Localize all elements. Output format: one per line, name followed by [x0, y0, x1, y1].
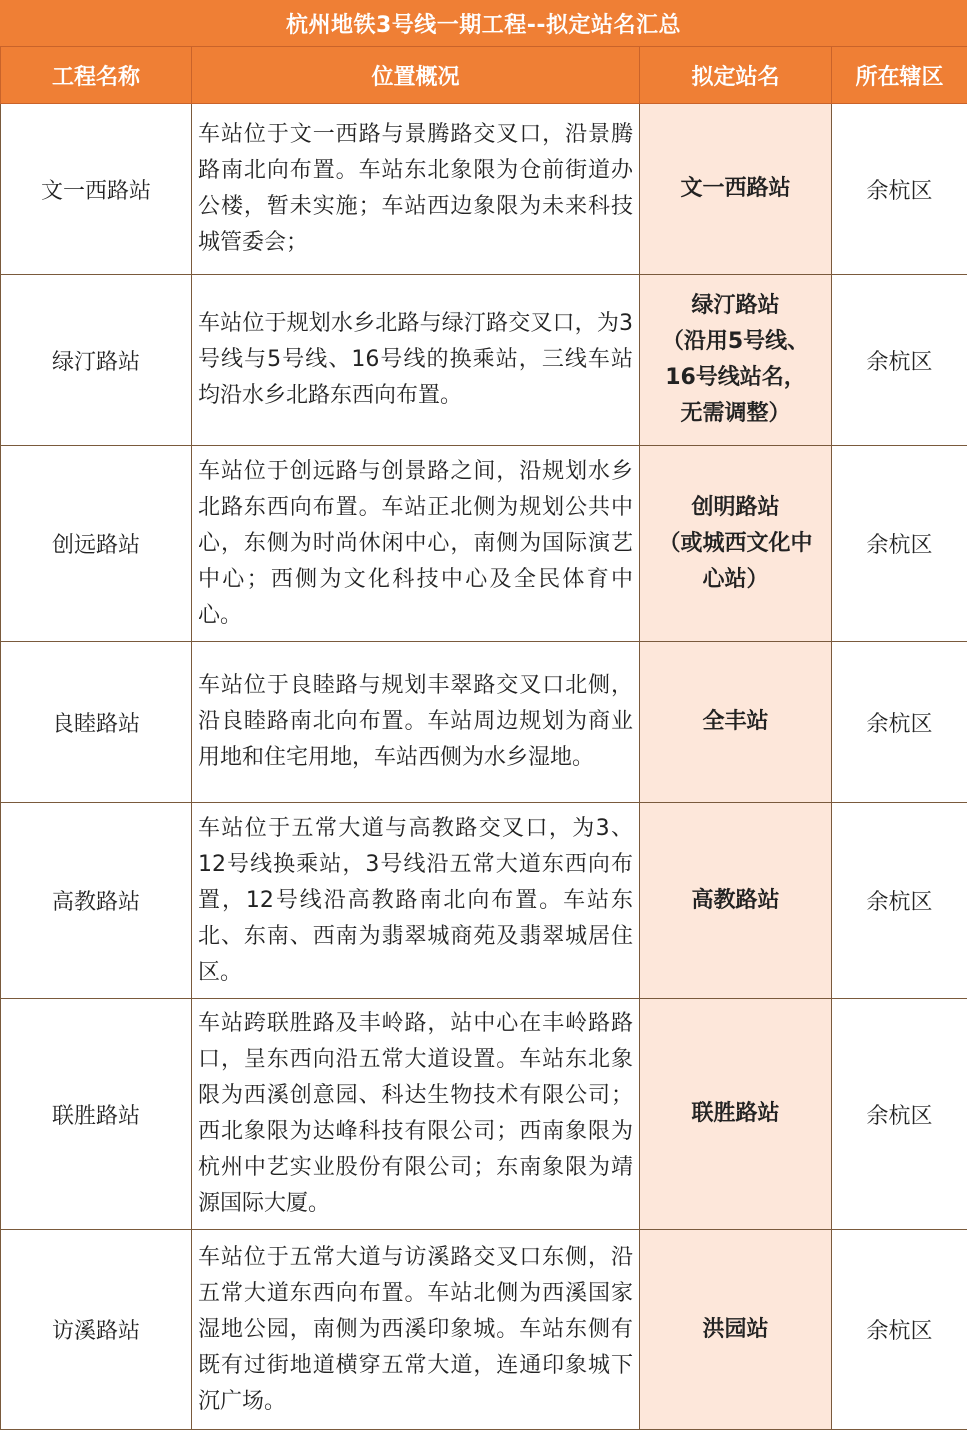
location-cell: 车站位于良睦路与规划丰翠路交叉口北侧，沿良睦路南北向布置。车站周边规划为商业用地和住宅用地，车站西侧为水乡湿地。 [192, 642, 640, 803]
project-name-cell: 访溪路站 [1, 1230, 192, 1430]
proposed-name-note: 16号线站名， [652, 360, 819, 396]
location-cell: 车站位于五常大道与高教路交叉口，为3、12号线换乘站，3号线沿五常大道东西向布置，12号线沿高教路南北向布置。车站东北、东南、西南为翡翠城商苑及翡翠城居住区。 [192, 803, 640, 999]
proposed-name-cell [640, 275, 832, 446]
proposed-name-note: 无需调整） [652, 396, 819, 432]
proposed-name-line: 文一西路站 [652, 171, 819, 207]
project-name-cell: 高教路站 [1, 803, 192, 999]
header-project-name: 工程名称 [1, 47, 192, 104]
table-row [1, 104, 967, 275]
location-cell: 车站位于文一西路与景腾路交叉口，沿景腾路南北向布置。车站东北象限为仓前街道办公楼，暂未实施；车站西边象限为未来科技城管委会； [192, 104, 640, 275]
header-row [1, 47, 967, 104]
project-name-cell: 创远路站 [1, 446, 192, 642]
project-name-cell: 良睦路站 [1, 642, 192, 803]
proposed-name-note: （或城西文化中 [652, 526, 819, 562]
proposed-name-cell [640, 642, 832, 803]
project-name-cell: 文一西路站 [1, 104, 192, 275]
proposed-name-cell [640, 446, 832, 642]
project-name-cell: 绿汀路站 [1, 275, 192, 446]
header-location: 位置概况 [192, 47, 640, 104]
header-district: 所在辖区 [832, 47, 967, 104]
proposed-name-line: 全丰站 [652, 704, 819, 740]
district-cell: 余杭区 [832, 642, 967, 803]
location-cell: 车站跨联胜路及丰岭路，站中心在丰岭路路口，呈东西向沿五常大道设置。车站东北象限为西溪创意园、科达生物技术有限公司；西北象限为达峰科技有限公司；西南象限为杭州中艺实业股份有限公司；东南象限为靖源国际大厦。 [192, 999, 640, 1230]
proposed-name-cell [640, 1230, 832, 1430]
location-cell: 车站位于创远路与创景路之间，沿规划水乡北路东西向布置。车站正北侧为规划公共中心，东侧为时尚休闲中心，南侧为国际演艺中心；西侧为文化科技中心及全民体育中心。 [192, 446, 640, 642]
proposed-name-line: 绿汀路站 [652, 288, 819, 324]
table-row [1, 999, 967, 1230]
station-table [0, 46, 967, 1430]
table-row [1, 642, 967, 803]
proposed-name-line: 联胜路站 [652, 1096, 819, 1132]
district-cell: 余杭区 [832, 803, 967, 999]
table-row [1, 1230, 967, 1430]
proposed-name-note: （沿用5号线、 [652, 324, 819, 360]
proposed-name-line: 创明路站 [652, 490, 819, 526]
proposed-name-line: 洪园站 [652, 1312, 819, 1348]
header-proposed-name: 拟定站名 [640, 47, 832, 104]
project-name-cell: 联胜路站 [1, 999, 192, 1230]
table-row [1, 275, 967, 446]
location-cell: 车站位于规划水乡北路与绿汀路交叉口，为3号线与5号线、16号线的换乘站，三线车站均沿水乡北路东西向布置。 [192, 275, 640, 446]
proposed-name-line: 高教路站 [652, 883, 819, 919]
location-cell: 车站位于五常大道与访溪路交叉口东侧，沿五常大道东西向布置。车站北侧为西溪国家湿地公园，南侧为西溪印象城。车站东侧有既有过街地道横穿五常大道，连通印象城下沉广场。 [192, 1230, 640, 1430]
proposed-name-note: 心站） [652, 562, 819, 598]
district-cell: 余杭区 [832, 446, 967, 642]
district-cell: 余杭区 [832, 275, 967, 446]
proposed-name-cell [640, 803, 832, 999]
table-row [1, 803, 967, 999]
proposed-name-cell [640, 999, 832, 1230]
table-title: 杭州地铁3号线一期工程--拟定站名汇总 [0, 0, 967, 46]
district-cell: 余杭区 [832, 1230, 967, 1430]
proposed-name-cell [640, 104, 832, 275]
district-cell: 余杭区 [832, 999, 967, 1230]
district-cell: 余杭区 [832, 104, 967, 275]
table-row [1, 446, 967, 642]
